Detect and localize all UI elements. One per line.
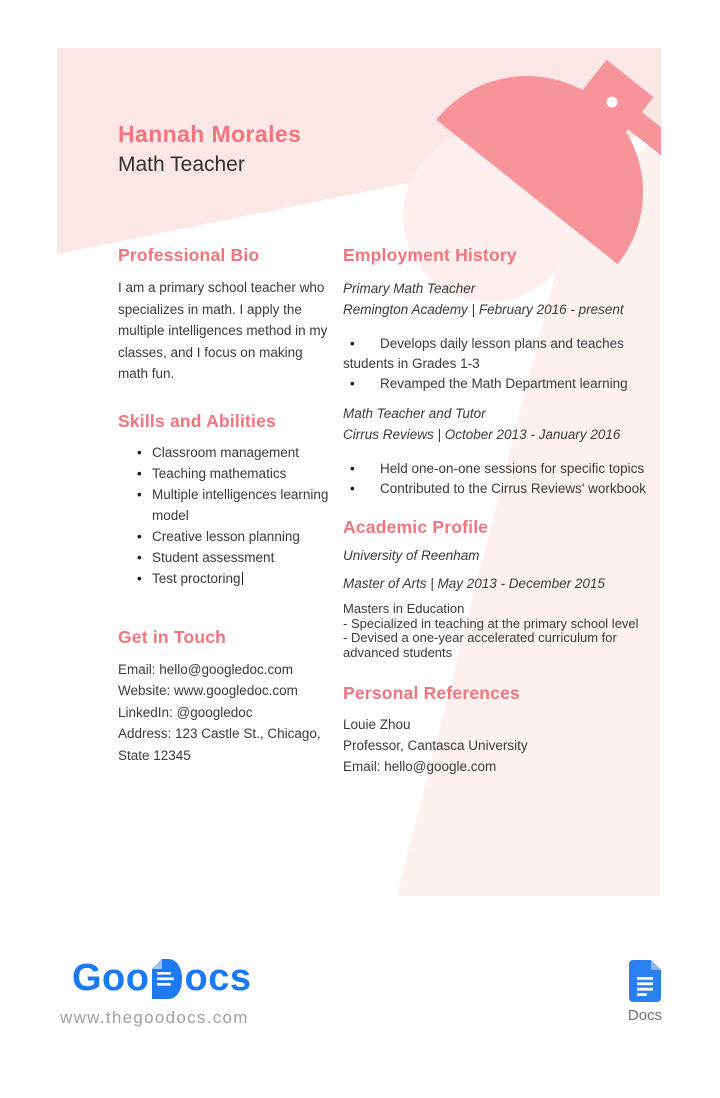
job-meta: Cirrus Reviews | October 2013 - January 2016 [343, 427, 621, 442]
job-bullets [343, 334, 661, 394]
website-url[interactable]: www.thegoodocs.com [60, 1008, 249, 1027]
job-entry [343, 278, 661, 394]
person-role: Math Teacher [118, 153, 245, 176]
reference-lines [343, 714, 661, 777]
skill-item: • Creative lesson planning [118, 526, 330, 547]
docs-label: Docs [627, 1007, 663, 1024]
skill-item-last [118, 568, 330, 589]
contact-website: Website: www.googledoc.com [118, 683, 298, 698]
get-in-touch-heading: Get in Touch [118, 626, 227, 647]
contact-lines [118, 659, 330, 767]
resume-header [118, 118, 301, 180]
job-title: Primary Math Teacher [343, 281, 476, 296]
academic-degree-block [343, 602, 661, 660]
google-docs-badge[interactable] [616, 960, 674, 1024]
job-entry [343, 403, 661, 499]
professional-bio-heading: Professional Bio [118, 245, 260, 265]
academic-school: University of Reenham [343, 548, 480, 563]
academic-detail: - Specialized in teaching at the primary school level [343, 615, 639, 631]
reference-position: Professor, Cantasca University [343, 738, 528, 753]
professional-bio-text: I am a primary school teacher who specializes in math. I apply the multiple intelligences method in my classes, and I focus on making math fun. [118, 280, 328, 381]
job-bullet: • Revamped the Math Department learning [343, 374, 661, 394]
contact-linkedin: LinkedIn: @googledoc [118, 704, 253, 720]
section-personal-references [343, 682, 661, 777]
section-get-in-touch [118, 626, 330, 767]
academic-profile-heading: Academic Profile [343, 517, 489, 537]
section-academic-profile [343, 516, 661, 660]
section-skills [118, 410, 330, 589]
skill-item: • Student assessment [118, 547, 330, 568]
right-column [343, 244, 661, 777]
text-cursor [242, 572, 244, 585]
job-meta: Remington Academy | February 2016 - present [343, 302, 624, 317]
goodocs-logo[interactable] [72, 956, 251, 1000]
job-bullet: • Contributed to the Cirrus Reviews' workbook [343, 479, 661, 499]
goodocs-logo-prefix: Goo [72, 957, 150, 999]
left-column [118, 244, 330, 766]
job-bullet: • Held one-on-one sessions for specific topics [343, 459, 661, 479]
academic-meta: Master of Arts | May 2013 - December 2015 [343, 576, 605, 591]
skill-item: • Classroom management [118, 442, 330, 463]
skills-heading: Skills and Abilities [118, 410, 276, 431]
person-name: Hannah Morales [118, 121, 302, 147]
skill-item: • Teaching mathematics [118, 463, 330, 484]
employment-history-heading: Employment History [343, 245, 517, 265]
google-docs-icon [629, 960, 661, 1002]
job-bullets [343, 459, 661, 499]
skill-item-text: Test proctoring [152, 570, 241, 586]
academic-detail: - Devised a one-year accelerated curriculum for advanced students [343, 630, 617, 660]
document-page [57, 48, 661, 896]
section-employment-history [343, 244, 661, 499]
reference-name: Louie Zhou [343, 717, 411, 732]
contact-address: Address: 123 Castle St., Chicago, State 12345 [118, 726, 321, 763]
reference-email: Email: hello@google.com [343, 759, 497, 774]
skills-list [118, 442, 330, 589]
goodocs-logo-suffix: ocs [184, 957, 252, 999]
job-bullet: • Develops daily lesson plans and teaches students in Grades 1-3 [343, 334, 661, 374]
section-professional-bio [118, 244, 330, 385]
personal-references-heading: Personal References [343, 683, 520, 703]
academic-degree: Masters in Education [343, 601, 465, 616]
contact-email: Email: hello@googledoc.com [118, 661, 294, 677]
skill-item: • Multiple intelligences learning model [118, 484, 330, 526]
job-title: Math Teacher and Tutor [343, 406, 486, 421]
goodocs-logo-doc-icon [152, 959, 182, 999]
